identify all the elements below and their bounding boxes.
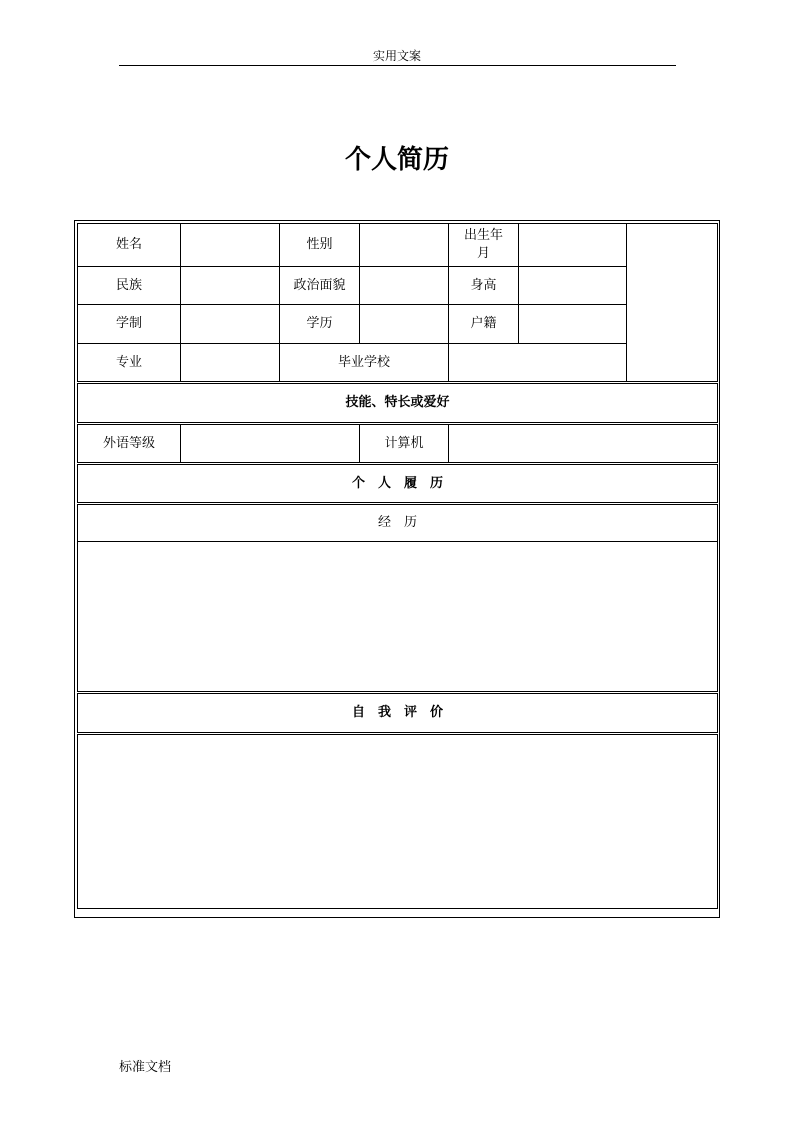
- political-field[interactable]: [360, 267, 449, 305]
- photo-box[interactable]: [627, 224, 718, 382]
- school-field[interactable]: [449, 344, 627, 382]
- document-title: 个人简历: [344, 145, 449, 175]
- computer-field[interactable]: [449, 425, 718, 463]
- experience-field[interactable]: [78, 542, 718, 692]
- school-label: 毕业学校: [280, 344, 449, 382]
- self-eval-field[interactable]: [78, 735, 718, 909]
- skills-heading: 技能、特长或爱好: [78, 384, 718, 423]
- experience-label: 经 历: [78, 505, 718, 542]
- height-label: 身高: [449, 267, 519, 305]
- education-label: 学历: [280, 305, 360, 344]
- education-field[interactable]: [360, 305, 449, 344]
- name-label: 姓名: [78, 224, 181, 267]
- hukou-field[interactable]: [519, 305, 627, 344]
- gender-field[interactable]: [360, 224, 449, 267]
- hukou-label: 户籍: [449, 305, 519, 344]
- birth-field[interactable]: [519, 224, 627, 267]
- major-label: 专业: [78, 344, 181, 382]
- page-header: 实用文案: [372, 49, 421, 63]
- schooling-field[interactable]: [181, 305, 280, 344]
- self-eval-heading: 自 我 评 价: [78, 694, 718, 733]
- name-field[interactable]: [181, 224, 280, 267]
- language-label: 外语等级: [78, 425, 181, 463]
- political-label: 政治面貌: [280, 267, 360, 305]
- birth-label: [449, 224, 519, 267]
- schooling-label: 学制: [78, 305, 181, 344]
- height-field[interactable]: [519, 267, 627, 305]
- computer-label: 计算机: [360, 425, 449, 463]
- ethnicity-field[interactable]: [181, 267, 280, 305]
- major-field[interactable]: [181, 344, 280, 382]
- page-footer: 标准文档: [119, 1060, 172, 1075]
- ethnicity-label: 民族: [78, 267, 181, 305]
- gender-label: 性别: [280, 224, 360, 267]
- history-heading: 个 人 履 历: [78, 465, 718, 503]
- resume-form: [77, 223, 718, 909]
- header-rule: [119, 65, 676, 66]
- birth-label-text: 出生年月: [463, 228, 503, 261]
- language-field[interactable]: [181, 425, 360, 463]
